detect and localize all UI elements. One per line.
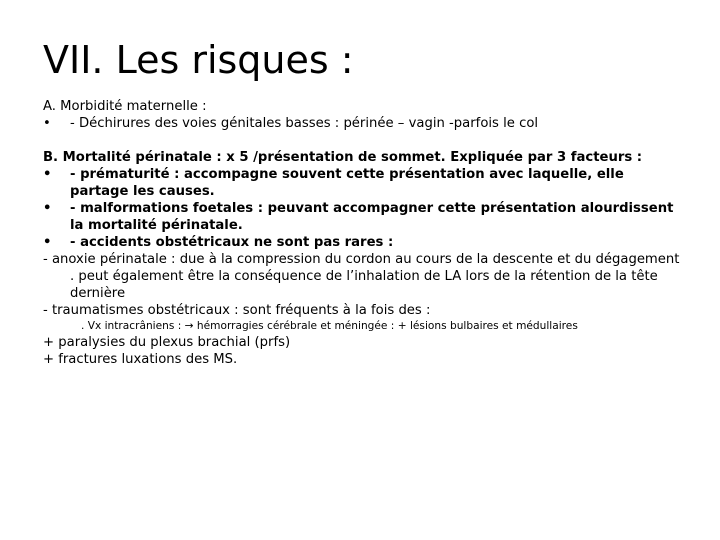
slide-body: [43, 98, 683, 368]
section-b-bullet-2: [43, 200, 683, 234]
bullet-dot: •: [43, 167, 52, 182]
bullet-dot: •: [43, 116, 51, 131]
bullet-text: - Déchirures des voies génitales basses : périnée – vagin -parfois le col: [70, 116, 539, 131]
plus-item-fractures: + fractures luxations des MS.: [43, 352, 238, 367]
sub-note-intracraniens: . Vx intracrâniens : → hémorragies cérébrale et méningée : + lésions bulbaires et médullaires: [81, 320, 578, 332]
bullet-dot: •: [43, 235, 52, 250]
plus-item-paralysies: + paralysies du plexus brachial (prfs): [43, 335, 291, 350]
section-b-bullet-3: [43, 234, 683, 251]
slide-title: VII. Les risques :: [43, 38, 354, 82]
spacer: [43, 132, 683, 149]
section-b-heading: B. Mortalité périnatale : x 5 /présentation de sommet. Expliquée par 3 facteurs :: [43, 150, 643, 165]
detail-anoxie: - anoxie périnatale : due à la compression du cordon au cours de la descente et du dégagement . peut également être la conséquence de l’inhalation de LA lors de la rétention de la tête dernière: [43, 252, 680, 301]
bullet-dot: •: [43, 201, 52, 216]
bullet-text: - prématurité : accompagne souvent cette présentation avec laquelle, elle partage les causes.: [70, 167, 624, 199]
bullet-text: - accidents obstétricaux ne sont pas rares :: [70, 235, 394, 250]
section-a-bullet-1: [43, 115, 683, 132]
section-b-bullet-1: [43, 166, 683, 200]
detail-traumatismes: - traumatismes obstétricaux : sont fréquents à la fois des :: [43, 303, 431, 318]
bullet-text: - malformations foetales : peuvant accompagner cette présentation alourdissent la mortalité périnatale.: [70, 201, 674, 233]
section-a-heading: A. Morbidité maternelle :: [43, 99, 207, 114]
